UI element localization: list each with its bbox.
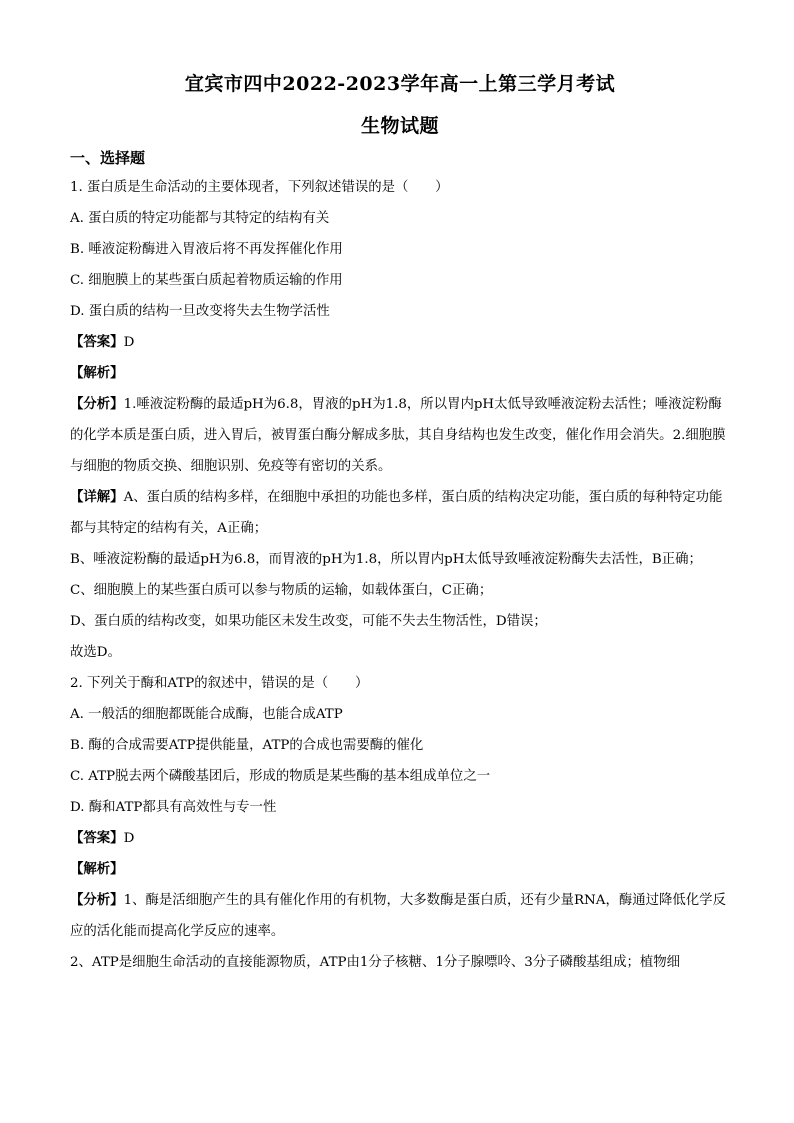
question-1-answer — [70, 327, 730, 358]
fenxi-tag: 【分析】 — [70, 396, 124, 412]
answer-tag: 【答案】 — [70, 334, 124, 350]
fenxi-text: 1.唾液淀粉酶的最适pH为6.8，胃液的pH为1.8，所以胃内pH太低导致唾液淀粉去活性；唾液淀粉酶的化学本质是蛋白质，进入胃后，被胃蛋白酶分解成多肽，其自身结构也发生改变，催化作用会消失。2.细胞膜与细胞的物质交换、细胞识别、免疫等有密切的关系。 — [70, 397, 726, 474]
exam-title: 宜宾市四中2022-2023学年高一上第三学月考试 — [184, 73, 616, 95]
answer-value: D — [123, 335, 135, 350]
question-1-stem: 1. 蛋白质是生命活动的主要体现者，下列叙述错误的是（ ） — [70, 180, 449, 195]
question-2-option-a: A. 一般活的细胞都既能合成酶，也能合成ATP — [70, 707, 343, 722]
section-heading: 一、选择题 — [70, 149, 146, 167]
question-2-answer: 【答案】D — [70, 830, 135, 846]
question-1-xiangjie-a: 【详解】A、蛋白质的结构多样，在细胞中承担的功能也多样，蛋白质的结构决定功能，蛋白质的每种特定功能都与其特定的结构有关，A正确； — [70, 489, 723, 536]
question-1-conclusion: 故选D。 — [70, 645, 121, 660]
question-1-analysis-tag: 【解析】 — [70, 365, 124, 381]
question-2-fenxi: 【分析】1、酶是活细胞产生的具有催化作用的有机物，大多数酶是蛋白质，还有少量RNA，酶通过降低化学反应的活化能而提高化学反应的速率。 — [70, 892, 726, 939]
question-1-xiangjie-d: D、蛋白质的结构改变，如果功能区未发生改变，可能不失去生物活性，D错误； — [70, 614, 547, 629]
question-2-option-d: D. 酶和ATP都具有高效性与专一性 — [70, 800, 277, 815]
question-1-xiangjie-b: B、唾液淀粉酶的最适pH为6.8，而胃液的pH为1.8，所以胃内pH太低导致唾液淀粉酶失去活性，B正确； — [70, 552, 702, 567]
question-1-option-a: A. 蛋白质的特定功能都与其特定的结构有关 — [70, 211, 330, 226]
question-1-xiangjie-c: C、细胞膜上的某些蛋白质可以参与物质的运输，如载体蛋白，C正确； — [70, 583, 493, 598]
question-2-point-2: 2、ATP是细胞生命活动的直接能源物质，ATP由1分子核糖、1分子腺嘌呤、3分子磷酸基组成；植物细 — [70, 955, 681, 970]
question-2-option-c: C. ATP脱去两个磷酸基团后，形成的物质是某些酶的基本组成单位之一 — [70, 769, 491, 784]
question-2-option-b: B. 酶的合成需要ATP提供能量，ATP的合成也需要酶的催化 — [70, 738, 424, 753]
question-1-option-b: B. 唾液淀粉酶进入胃液后将不再发挥催化作用 — [70, 242, 343, 257]
question-2-analysis-tag: 【解析】 — [70, 861, 124, 877]
question-1-fenxi — [70, 389, 730, 482]
exam-subtitle: 生物试题 — [360, 115, 439, 137]
question-1-option-d: D. 蛋白质的结构一旦改变将失去生物学活性 — [70, 304, 330, 319]
question-1-option-c: C. 细胞膜上的某些蛋白质起着物质运输的作用 — [70, 273, 343, 288]
xiangjie-tag: 【详解】 — [70, 489, 124, 505]
question-2-stem: 2. 下列关于酶和ATP的叙述中，错误的是（ ） — [70, 676, 369, 691]
